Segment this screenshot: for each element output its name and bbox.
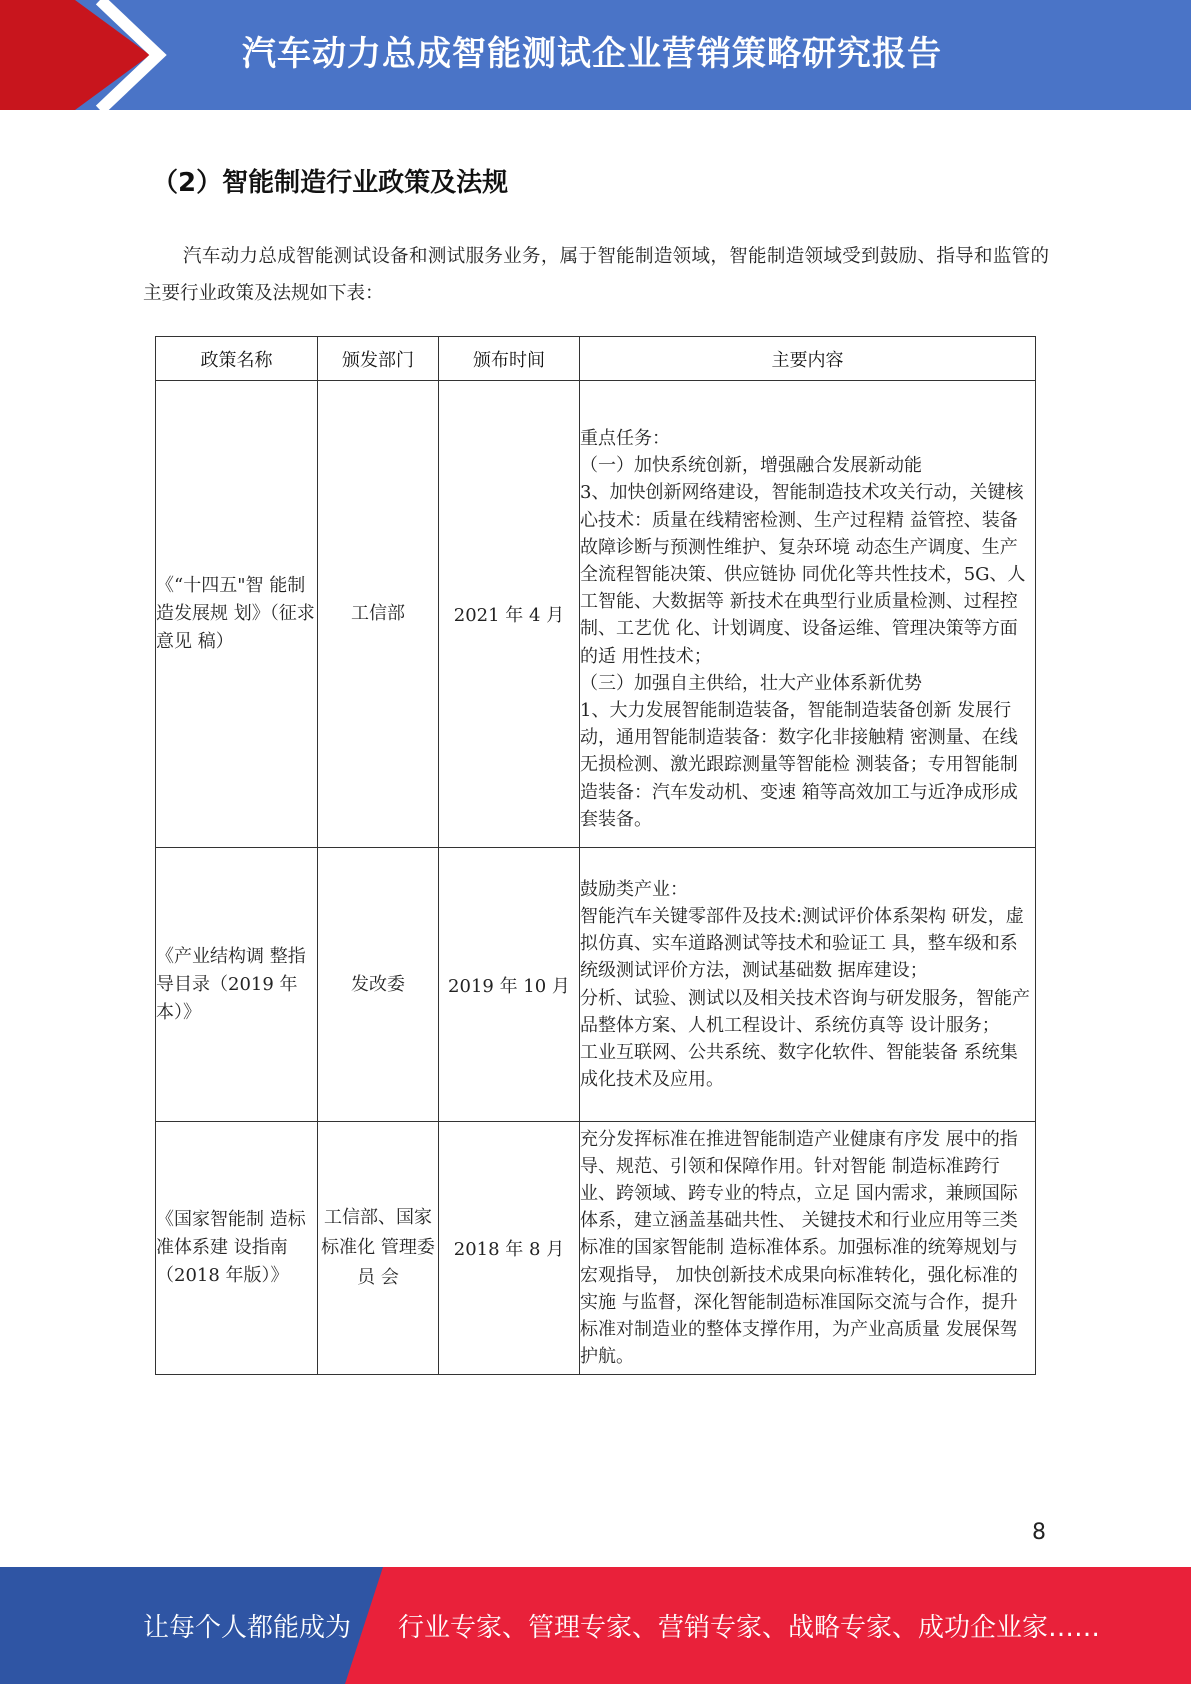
report-title: 汽车动力总成智能测试企业营销策略研究报告 [242,34,942,74]
policy-name-cell: 《国家智能制 造标准体系建 设指南（2018 年版）》 [156,1122,318,1375]
content-line: 1、大力发展智能制造装备，智能制造装备创新 发展行动，通用智能制造装备：数字化非接触精 密测量、在线无损检测、激光跟踪测量等智能检 测装备；专用智能制造装备：汽车发动机、变速 箱等高效加工与近净成形成套装备。 [580,700,1018,830]
footer-slogan-right: 行业专家、管理专家、营销专家、战略专家、成功企业家…… [398,1613,1101,1643]
column-header-date: 颁布时间 [439,337,580,381]
content-line: 3、加快创新网络建设，智能制造技术攻关行动，关键核心技术：质量在线精密检测、生产过程精 益管控、装备故障诊断与预测性维护、复杂环境 动态生产调度、生产全流程智能决策、供应链协 同优化等共性技术，5G、人工智能、大数据等 新技术在典型行业质量检测、过程控制、工艺优 化、计划调度、设备运维、管理决策等方面的适 用性技术； [580,482,1026,667]
content-cell [580,848,1036,1122]
department-cell: 发改委 [318,848,439,1122]
content-line: 鼓励类产业： [580,878,688,900]
page-footer-banner [0,1567,1191,1684]
policy-name-cell: 《产业结构调 整指导目录（2019 年本）》 [156,848,318,1122]
date-cell: 2021 年 4 月 [439,381,580,848]
content-line: 工业互联网、公共系统、数字化软件、智能装备 系统集成化技术及应用。 [580,1041,1018,1091]
content-line: 分析、试验、测试以及相关技术咨询与研发服务，智能产品整体方案、人机工程设计、系统仿真等 设计服务； [580,987,1030,1036]
page-number: 8 [1032,1520,1046,1545]
department-cell: 工信部 [318,381,439,848]
table-row [156,1122,1036,1375]
section-heading: （2）智能制造行业政策及法规 [152,168,509,198]
column-header-department: 颁发部门 [318,337,439,381]
content-line: （三）加强自主供给，壮大产业体系新优势 [580,672,922,694]
content-line: 智能汽车关键零部件及技术:测试评价体系架构 研发，虚拟仿真、实车道路测试等技术和验证工 具，整车级和系统级测试评价方法，测试基础数 据库建设； [580,905,1024,982]
column-header-policy-name: 政策名称 [156,337,318,381]
date-cell: 2018 年 8 月 [439,1122,580,1375]
table-row [156,381,1036,848]
intro-paragraph: 汽车动力总成智能测试设备和测试服务业务，属于智能制造领域，智能制造领域受到鼓励、指导和监管的主要行业政策及法规如下表： [143,246,1049,304]
content-line: 充分发挥标准在推进智能制造产业健康有序发 展中的指导、规范、引领和保障作用。针对智能 制造标准跨行业、跨领域、跨专业的特点，立足 国内需求，兼顾国际体系，建立涵盖基础共性、 关键技术和行业应用等三类标准的国家智能制 造标准体系。加强标准的统筹规划与宏观指导， 加快创新技术成果向标准转化，强化标准的实施 与监督，深化智能制造标准国际交流与合作，提升标准对制造业的整体支撑作用，为产业高质量 发展保驾护航。 [580,1128,1018,1368]
footer-slogan-left: 让每个人都能成为 [143,1613,352,1643]
header-red-chevron [0,0,150,110]
page-header-banner [0,0,1191,110]
content-line: 重点任务： [580,427,670,449]
column-header-content: 主要内容 [580,337,1036,381]
date-cell: 2019 年 10 月 [439,848,580,1122]
table-header-row [156,337,1036,381]
table-row [156,848,1036,1122]
department-cell: 工信部、国家标准化 管理委员 会 [318,1122,439,1375]
content-line: （一）加快系统创新，增强融合发展新动能 [580,455,922,477]
content-cell [580,1122,1036,1375]
policy-name-cell: 《“十四五"智 能制造发展规 划》（征求意见 稿） [156,381,318,848]
policy-table [155,336,1036,1375]
content-cell [580,381,1036,848]
